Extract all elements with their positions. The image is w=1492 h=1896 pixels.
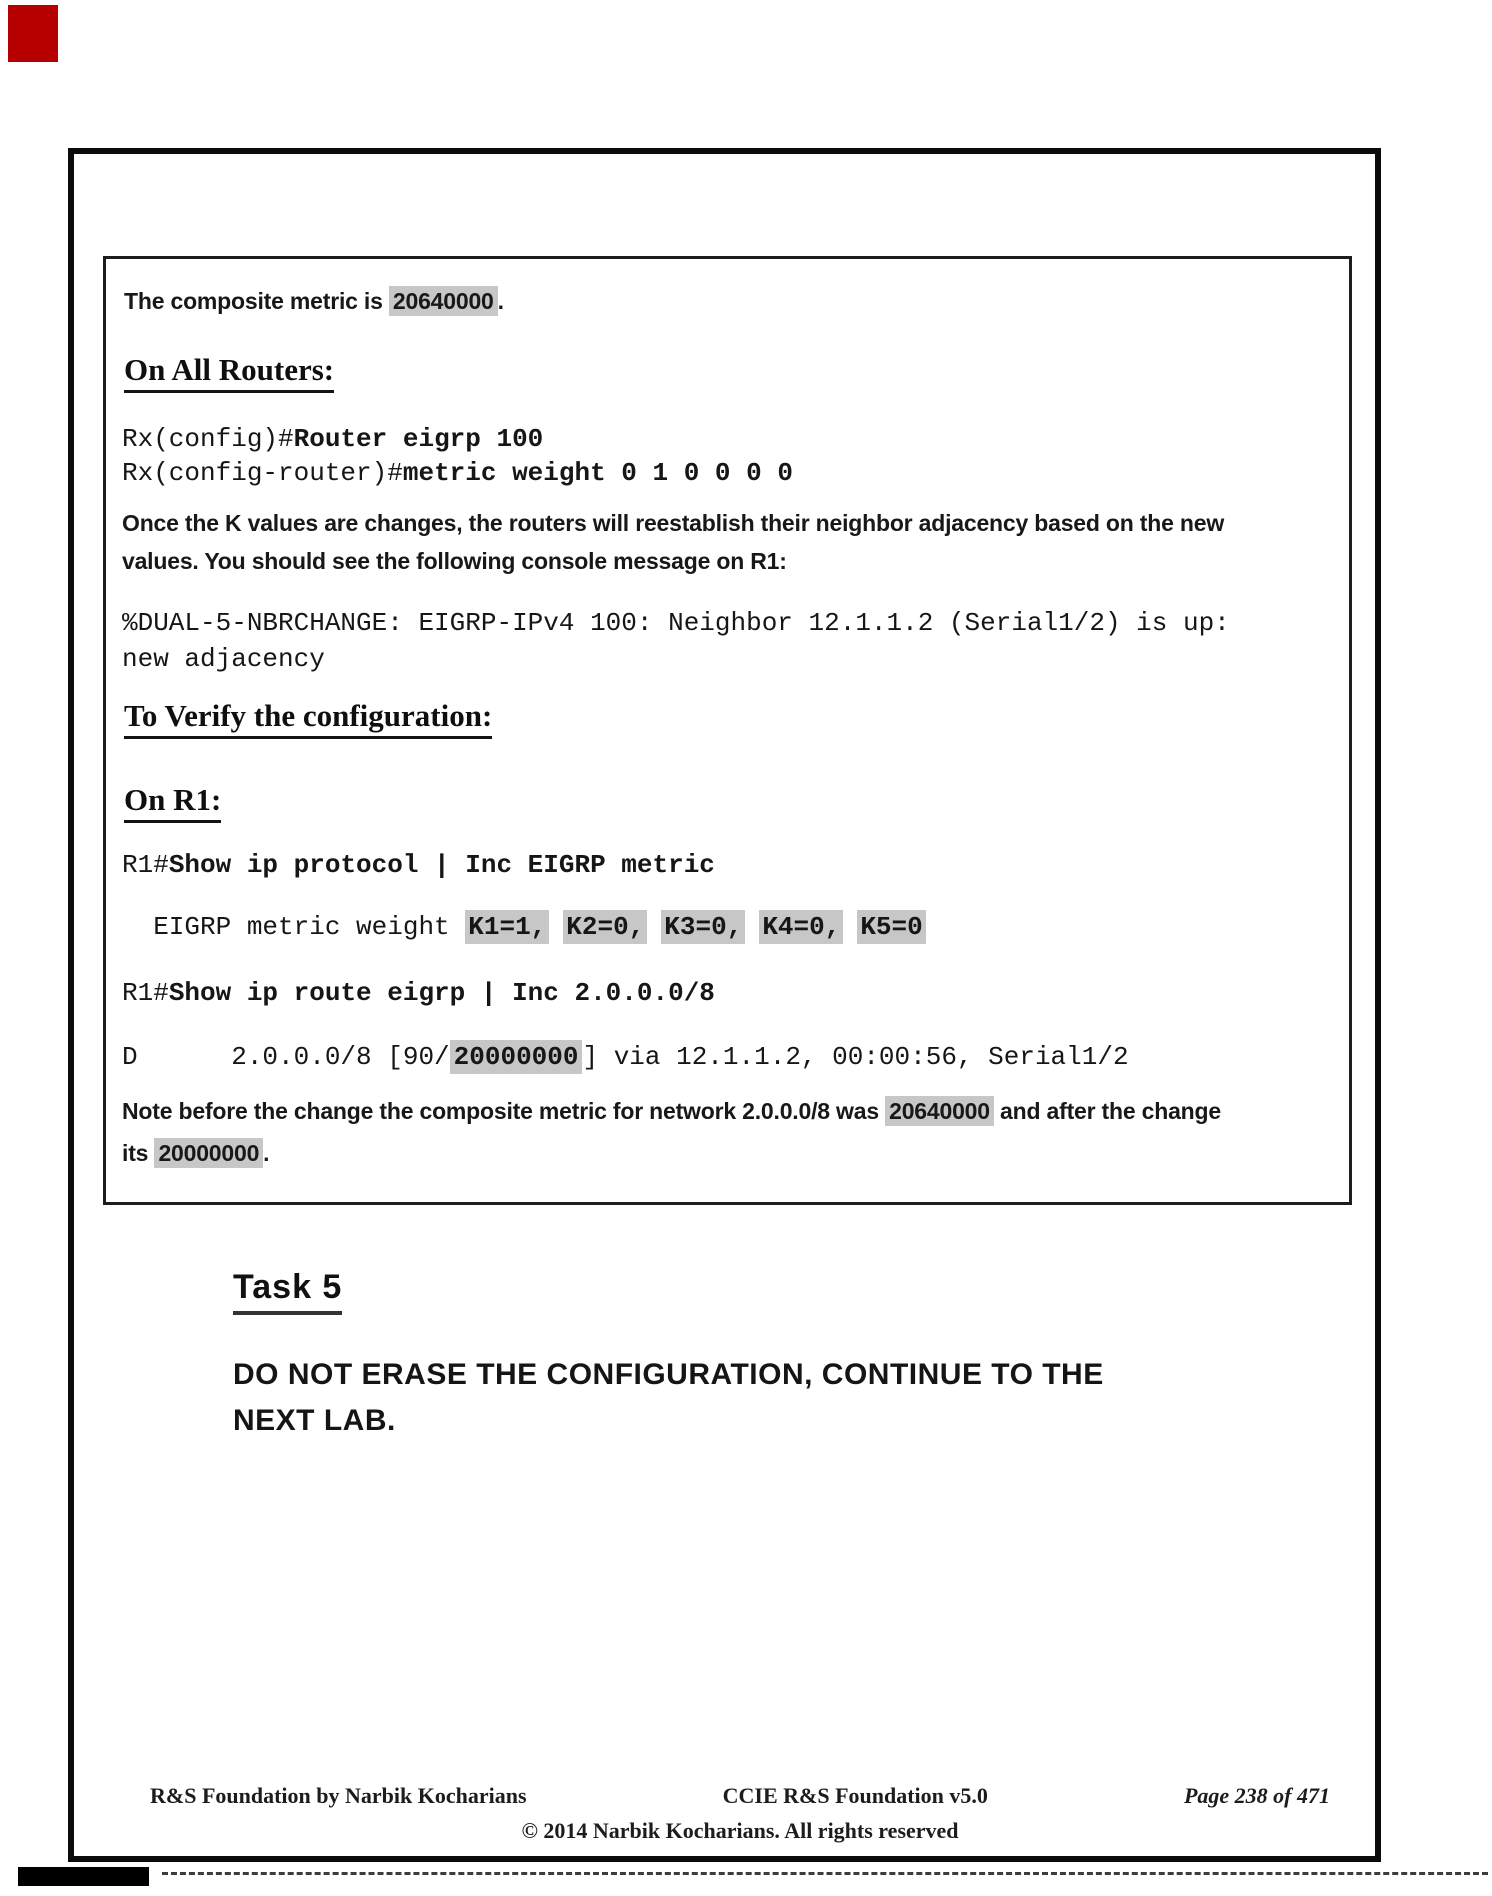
cli-command: Router eigrp 100: [293, 424, 544, 454]
cli-command: metric weight 0 1 0 0 0 0: [402, 458, 793, 488]
on-all-routers-heading-wrap: [124, 352, 334, 393]
note-before-value-highlight: 20640000: [885, 1096, 994, 1126]
k4-value-highlight: K4=0,: [759, 910, 843, 944]
cli-command: Show ip route eigrp | Inc 2.0.0.0/8: [168, 978, 715, 1008]
scan-artifact-red-box: [8, 5, 58, 62]
note-line1-post: and after the change: [993, 1098, 1221, 1124]
composite-metric-intro: [124, 288, 504, 315]
cli-prompt: R1#: [122, 850, 169, 880]
footer-center: CCIE R&S Foundation v5.0: [722, 1783, 988, 1808]
footer-page-number: Page 238 of 471: [1183, 1783, 1330, 1808]
cli-prompt: Rx(config)#: [122, 424, 294, 454]
composite-metric-value-highlight: 20640000: [389, 286, 498, 316]
on-r1-heading: On R1:: [124, 782, 221, 823]
k-values-paragraph-line1: Once the K values are changes, the routers will reestablish their neighbor adjacency based on the new: [122, 510, 1225, 536]
note-line2: [122, 1140, 269, 1167]
cli-command: Show ip protocol | Inc EIGRP metric: [168, 850, 715, 880]
note-line2-post: .: [263, 1140, 270, 1166]
cli-prompt: R1#: [122, 978, 169, 1008]
k3-value-highlight: K3=0,: [661, 910, 745, 944]
verify-heading: To Verify the configuration:: [124, 698, 492, 739]
metric-weight-label: EIGRP metric weight: [122, 912, 466, 942]
k-values-paragraph-line2: values. You should see the following console message on R1:: [122, 548, 787, 574]
intro-text: The composite metric is: [124, 288, 389, 314]
route-output-post: ] via 12.1.1.2, 00:00:56, Serial1/2: [582, 1042, 1129, 1072]
task-heading: Task 5: [233, 1268, 342, 1315]
scan-artifact-black-bar: [18, 1867, 149, 1886]
config-command-line: [122, 424, 543, 454]
on-r1-heading-wrap: [124, 782, 221, 823]
k2-value-highlight: K2=0,: [563, 910, 647, 944]
k5-value-highlight: K5=0: [857, 910, 925, 944]
console-message-line1: %DUAL-5-NBRCHANGE: EIGRP-IPv4 100: Neighbor 12.1.1.2 (Serial1/2) is up:: [122, 608, 1230, 638]
task-warning-line1: DO NOT ERASE THE CONFIGURATION, CONTINUE TO THE: [233, 1358, 1104, 1391]
note-after-value-highlight: 20000000: [154, 1138, 263, 1168]
console-message-line2: new adjacency: [122, 644, 325, 674]
footer-left: R&S Foundation by Narbik Kocharians: [150, 1783, 527, 1808]
k1-value-highlight: K1=1,: [465, 910, 549, 944]
on-all-routers-heading: On All Routers:: [124, 352, 334, 393]
note-line2-pre: its: [122, 1140, 155, 1166]
task-heading-wrap: [233, 1268, 342, 1315]
show-route-command-line: [122, 978, 715, 1008]
verify-heading-wrap: [124, 698, 492, 739]
note-line1: [122, 1098, 1221, 1125]
metric-weight-output-line: [122, 912, 926, 942]
page-footer: [150, 1783, 1330, 1809]
route-output-pre: D 2.0.0.0/8 [90/: [122, 1042, 450, 1072]
intro-period: .: [497, 288, 504, 314]
show-protocol-command-line: [122, 850, 715, 880]
scan-artifact-dashed-line: [162, 1872, 1488, 1875]
task-warning-line2: NEXT LAB.: [233, 1404, 396, 1437]
footer-copyright: © 2014 Narbik Kocharians. All rights reserved: [521, 1818, 959, 1843]
config-command-line: [122, 458, 793, 488]
cli-prompt: Rx(config-router)#: [122, 458, 403, 488]
route-output-line: [122, 1042, 1129, 1072]
note-line1-pre: Note before the change the composite metric for network 2.0.0.0/8 was: [122, 1098, 886, 1124]
route-metric-value-highlight: 20000000: [450, 1040, 583, 1074]
